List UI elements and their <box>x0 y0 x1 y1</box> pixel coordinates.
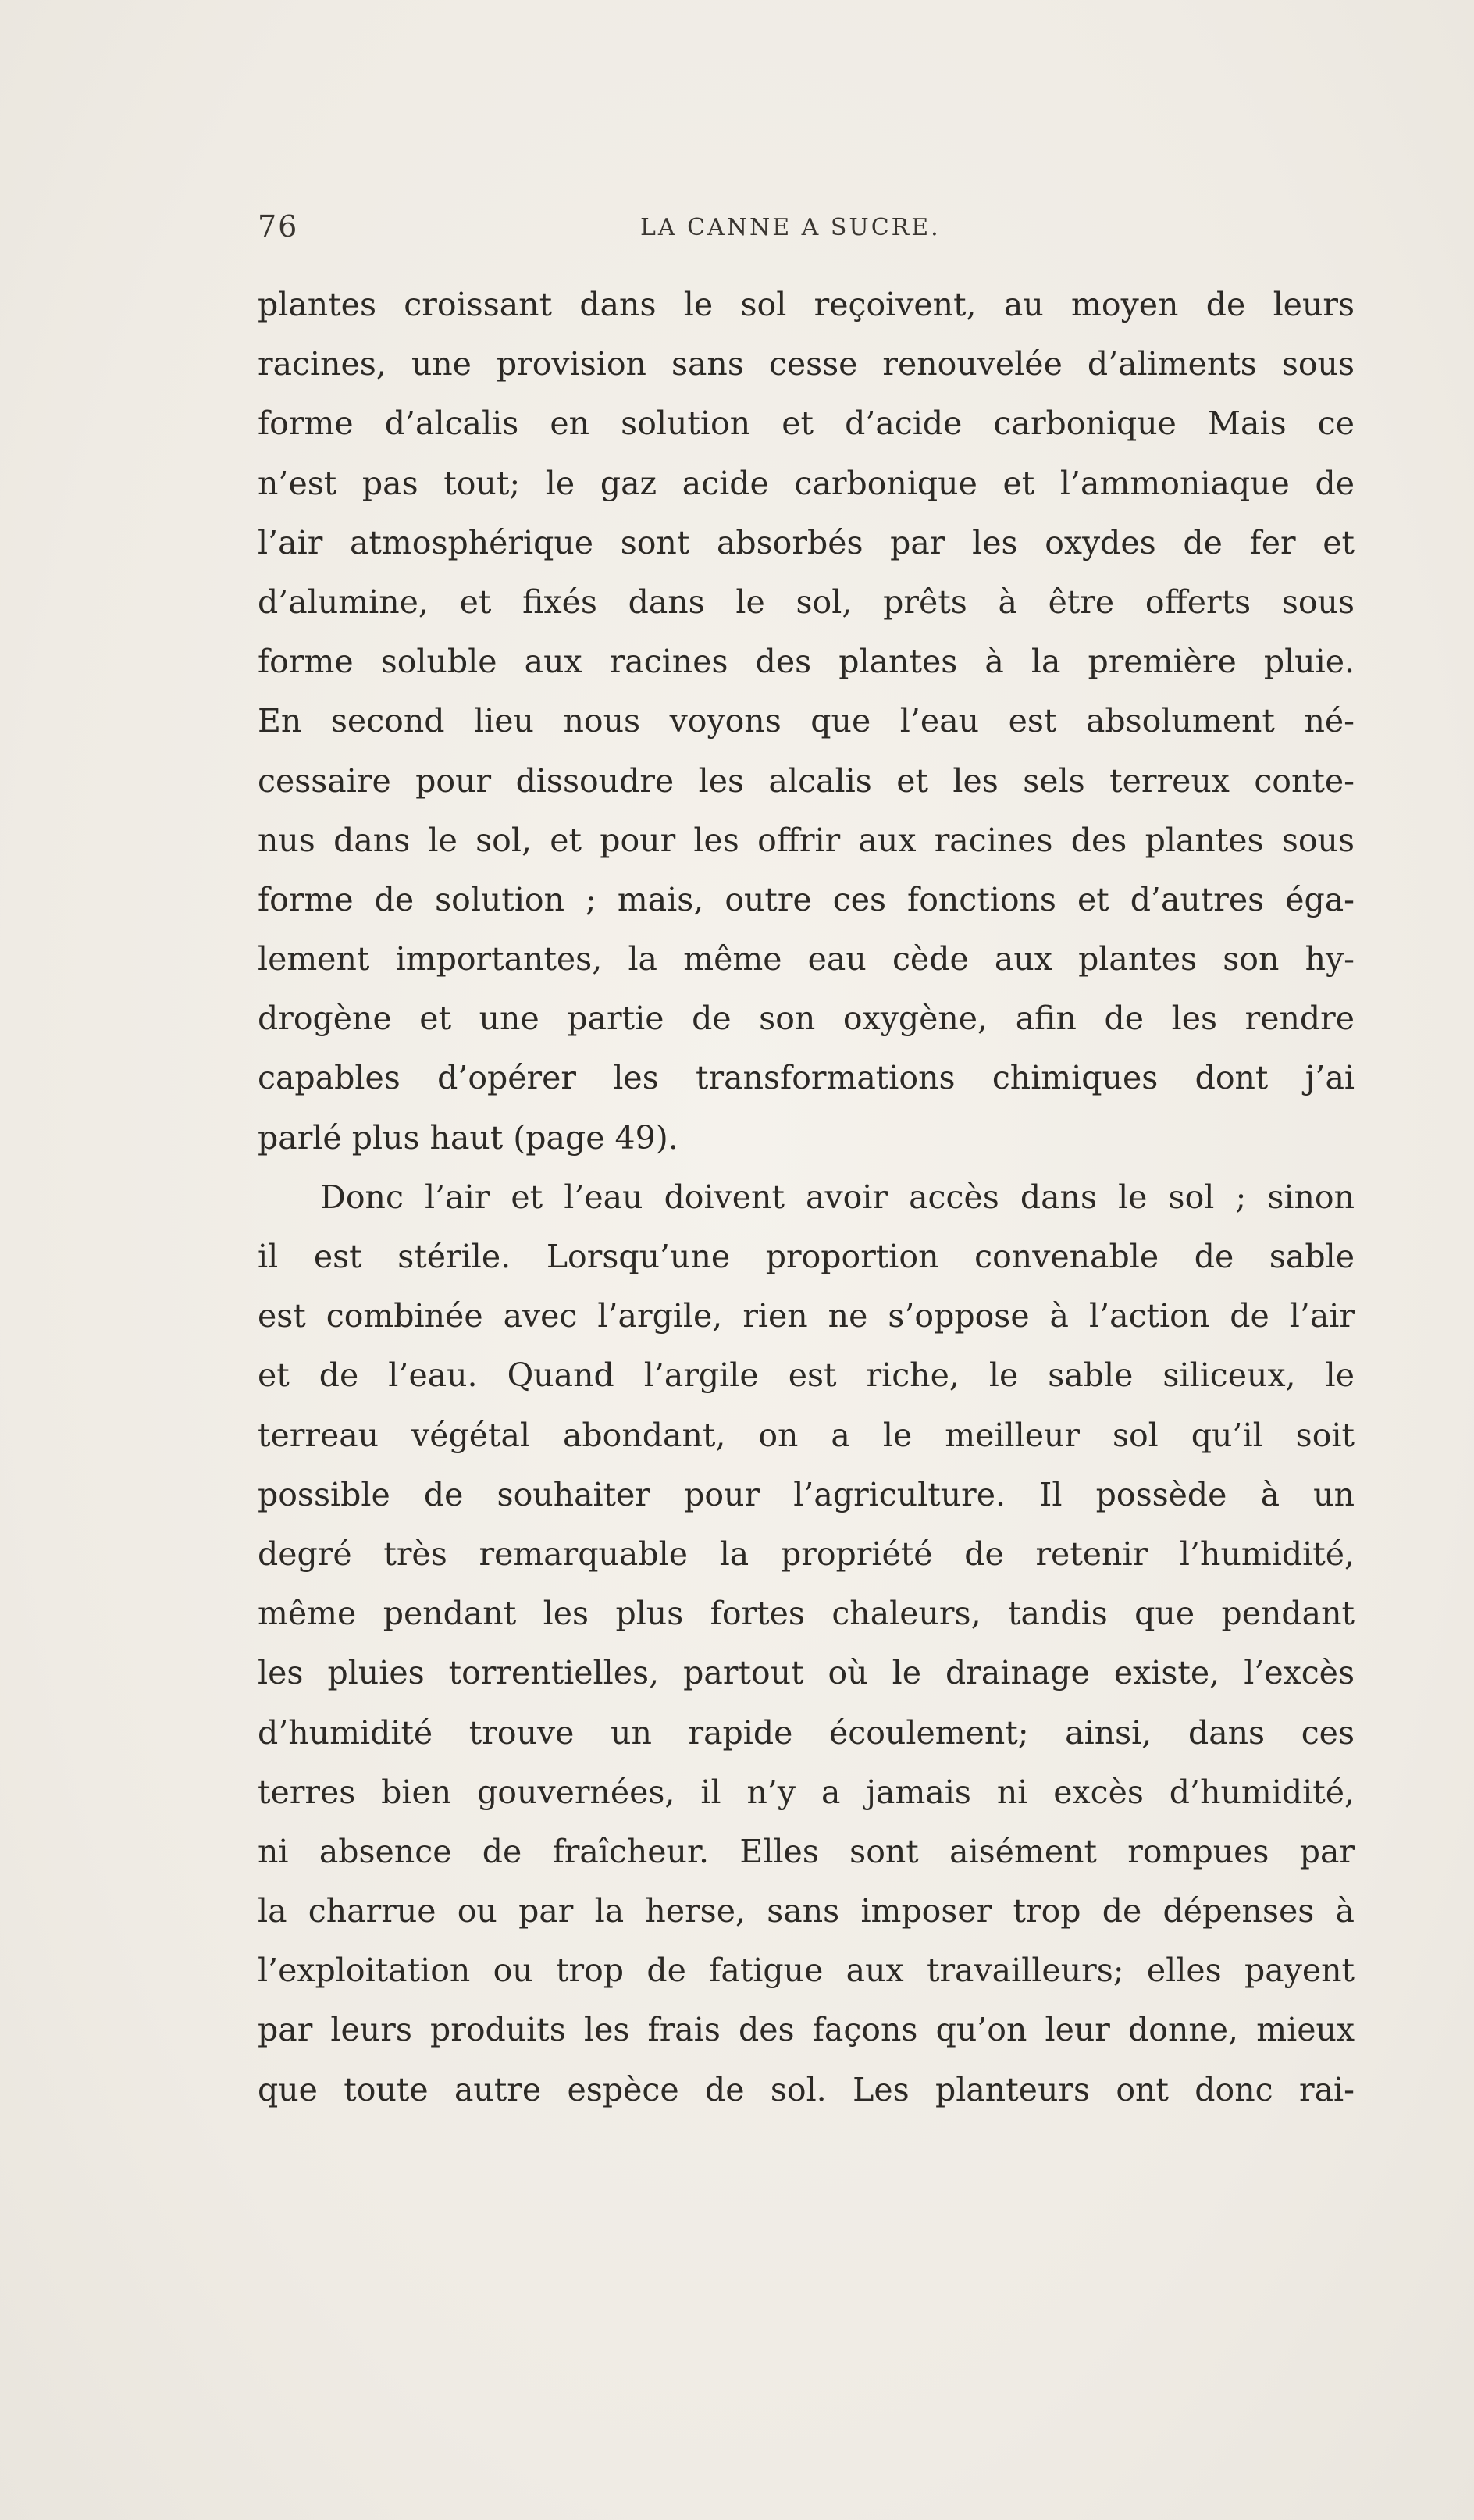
text-line: d’humidité trouve un rapide écoulement; ainsi, dans ces <box>258 1713 1355 1752</box>
text-line: d’alumine, et fixés dans le sol, prêts à être offerts sous <box>258 583 1355 621</box>
text-line: et de l’eau. Quand l’argile est riche, le sable siliceux, le <box>258 1356 1355 1395</box>
text-line: En second lieu nous voyons que l’eau est absolument né- <box>258 702 1355 740</box>
text-line: possible de souhaiter pour l’agriculture. Il possède à un <box>258 1475 1355 1513</box>
text-line: la charrue ou par la herse, sans imposer trop de dépenses à <box>258 1892 1355 1930</box>
running-title: LA CANNE A SUCRE. <box>640 214 941 241</box>
text-line: forme de solution ; mais, outre ces fonctions et d’autres éga- <box>258 880 1355 918</box>
text-line: l’air atmosphérique sont absorbés par les oxydes de fer et <box>258 523 1355 561</box>
text-line: les pluies torrentielles, partout où le drainage existe, l’excès <box>258 1654 1355 1692</box>
text-line: lement importantes, la même eau cède aux plantes son hy- <box>258 940 1355 978</box>
text-line: terreau végétal abondant, on a le meilleur sol qu’il soit <box>258 1416 1355 1454</box>
text-line: Donc l’air et l’eau doivent avoir accès dans le sol ; sinon <box>320 1178 1355 1216</box>
paragraph-2 <box>258 1167 1355 2119</box>
page-header <box>258 209 1351 256</box>
page-number: 76 <box>258 209 299 244</box>
text-line: ni absence de fraîcheur. Elles sont aisément rompues par <box>258 1832 1355 1870</box>
text-line: n’est pas tout; le gaz acide carbonique et l’ammoniaque de <box>258 464 1355 502</box>
body-text <box>258 275 1355 2119</box>
text-line: par leurs produits les frais des façons qu’on leur donne, mieux <box>258 2011 1355 2049</box>
text-line: que toute autre espèce de sol. Les planteurs ont donc rai- <box>258 2070 1355 2108</box>
text-line: même pendant les plus fortes chaleurs, tandis que pendant <box>258 1595 1355 1633</box>
text-line: parlé plus haut (page 49). <box>258 1118 678 1157</box>
text-line: racines, une provision sans cesse renouvelée d’aliments sous <box>258 345 1355 383</box>
text-line: l’exploitation ou trop de fatigue aux travailleurs; elles payent <box>258 1951 1355 1990</box>
paragraph-1 <box>258 275 1355 1167</box>
text-line: drogène et une partie de son oxygène, afin de les rendre <box>258 1000 1355 1038</box>
text-line: plantes croissant dans le sol reçoivent, au moyen de leurs <box>258 286 1355 323</box>
text-line: degré très remarquable la propriété de retenir l’humidité, <box>258 1534 1355 1573</box>
text-line: il est stérile. Lorsqu’une proportion convenable de sable <box>258 1238 1355 1275</box>
text-line: est combinée avec l’argile, rien ne s’oppose à l’action de l’air <box>258 1297 1355 1335</box>
text-line: cessaire pour dissoudre les alcalis et les sels terreux conte- <box>258 761 1355 800</box>
text-line: nus dans le sol, et pour les offrir aux racines des plantes sous <box>258 821 1355 859</box>
text-line: forme d’alcalis en solution et d’acide carbonique Mais ce <box>258 405 1355 443</box>
text-line: capables d’opérer les transformations chimiques dont j’ai <box>258 1059 1355 1097</box>
text-line: terres bien gouvernées, il n’y a jamais ni excès d’humidité, <box>258 1773 1355 1811</box>
text-line: forme soluble aux racines des plantes à la première pluie. <box>258 643 1355 681</box>
